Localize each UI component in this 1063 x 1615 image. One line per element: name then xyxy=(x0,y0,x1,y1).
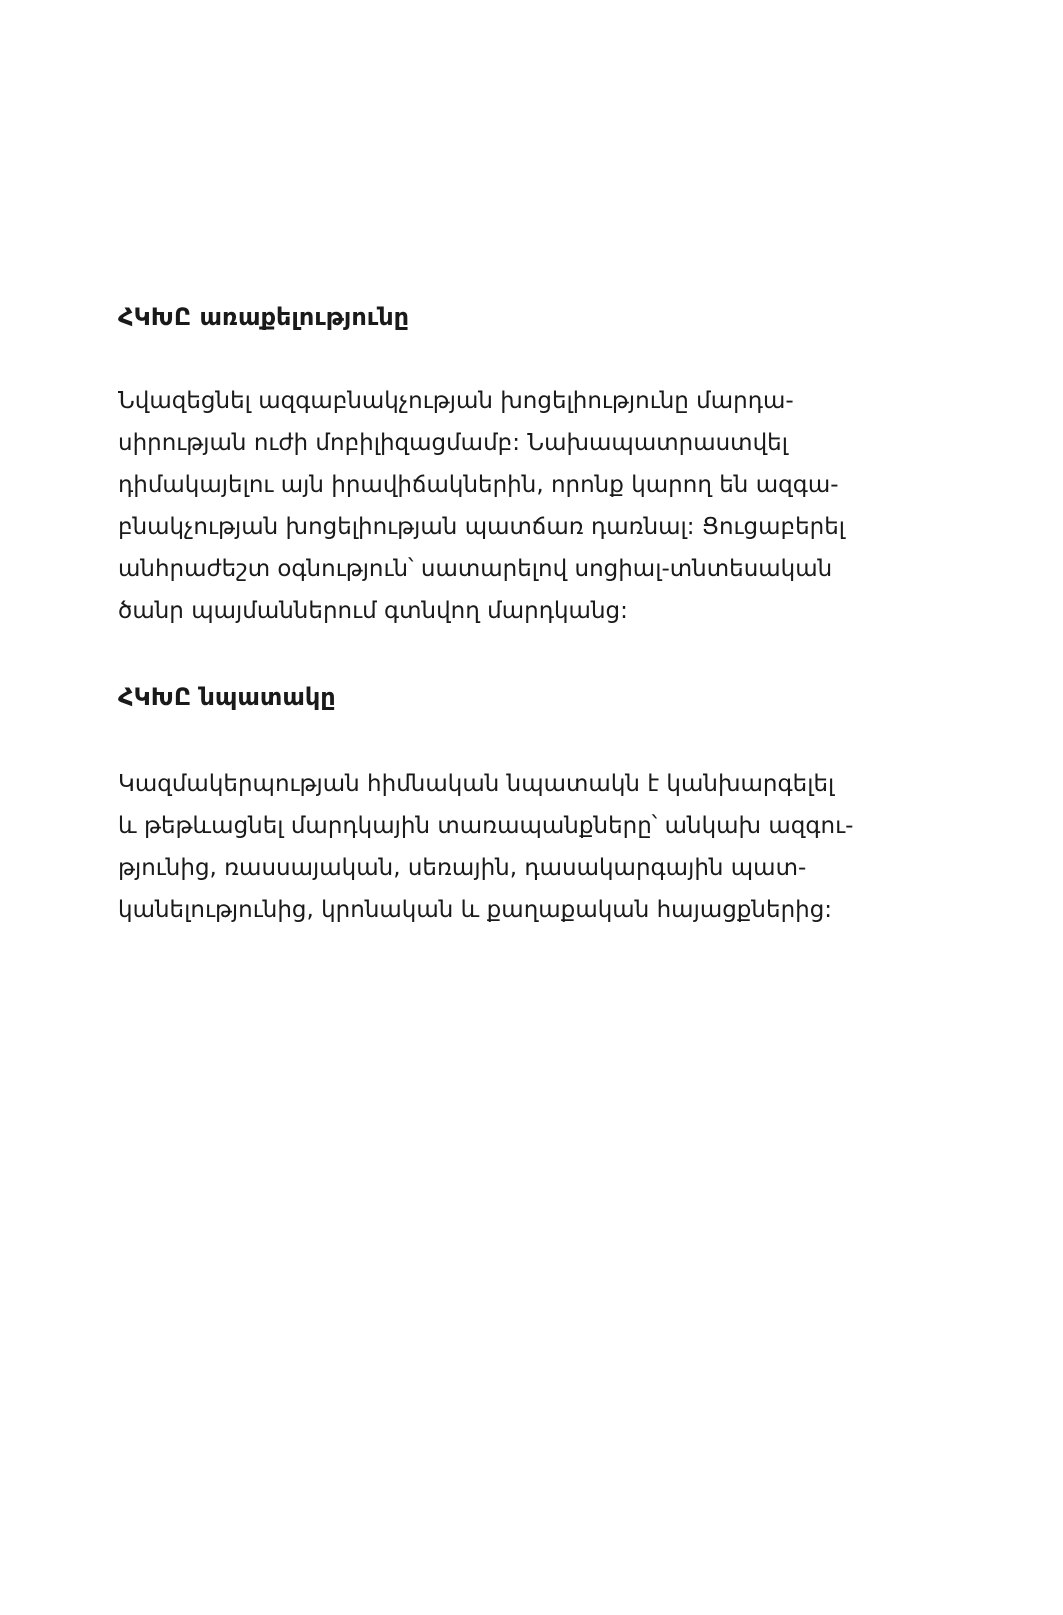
paragraph-line: թյունից, ռասսայական, սեռային, դասակարգային պատ- xyxy=(118,855,807,881)
paragraph-line: դիմակայելու այն իրավիճակներին, որոնք կարող են ազգա- xyxy=(118,472,839,498)
paragraph-line: անհրաժեշտ օգնություն՝ սատարելով սոցիալ-տնտեսական xyxy=(118,556,833,582)
goal-paragraph xyxy=(118,763,878,931)
paragraph-line: ծանր պայմաններում գտնվող մարդկանց: xyxy=(118,598,628,624)
mission-heading: ՀԿԽԸ առաքելությունը xyxy=(118,303,410,331)
goal-heading: ՀԿԽԸ նպատակը xyxy=(118,683,336,711)
paragraph-line: Նվազեցնել ազգաբնակչության խոցելիությունը մարդա- xyxy=(118,388,794,414)
paragraph-line: Կազմակերպության հիմնական նպատակն է կանխարգելել xyxy=(118,771,835,797)
mission-paragraph xyxy=(118,380,878,632)
paragraph-line: և թեթևացնել մարդկային տառապանքները՝ անկախ ազգու- xyxy=(118,813,854,839)
paragraph-line: բնակչության խոցելիության պատճառ դառնալ: Ցուցաբերել xyxy=(118,514,846,540)
paragraph-line: սիրության ուժի մոբիլիզացմամբ: Նախապատրաստվել xyxy=(118,430,788,456)
paragraph-line: կանելությունից, կրոնական և քաղաքական հայացքներից: xyxy=(118,897,833,923)
